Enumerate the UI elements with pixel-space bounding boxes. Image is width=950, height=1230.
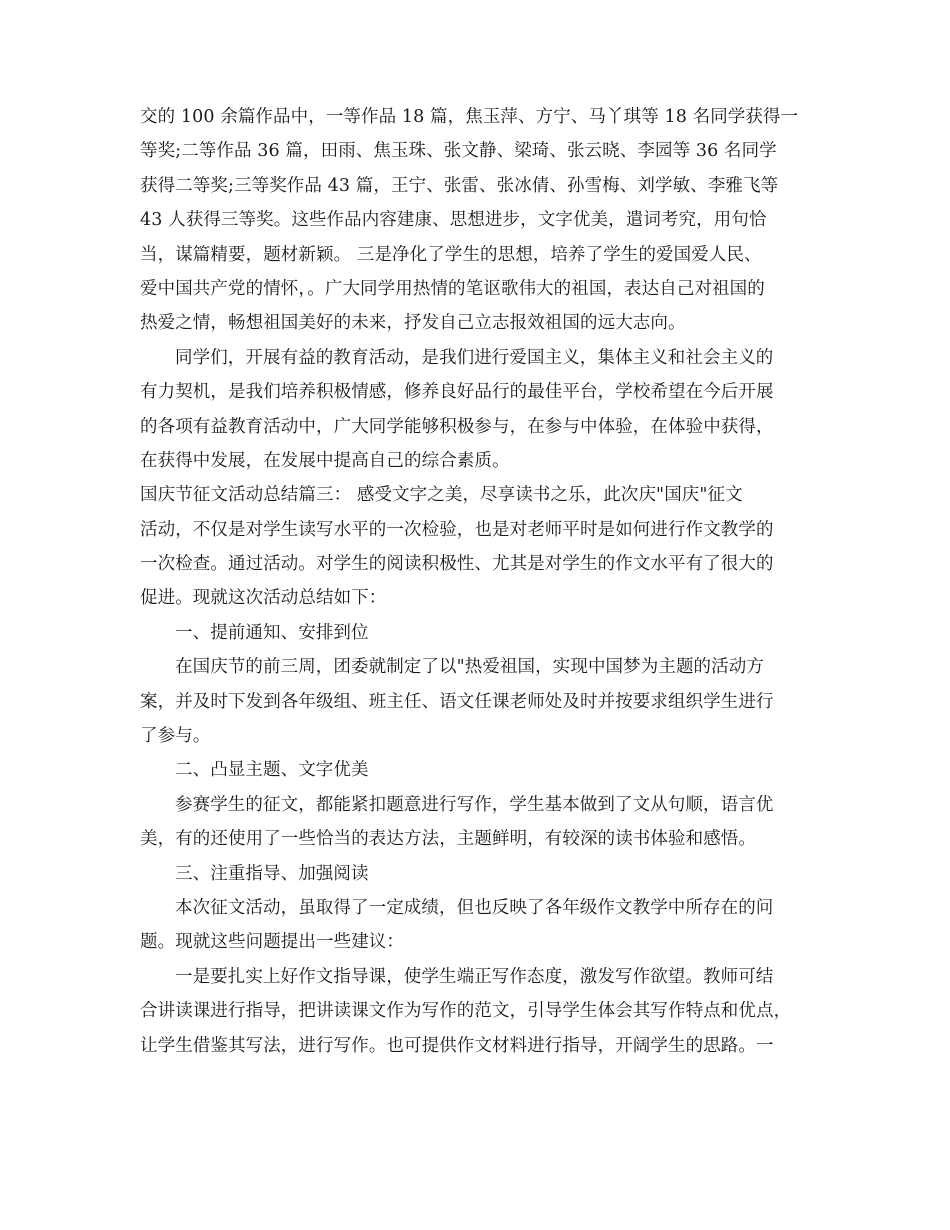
text-line: 热爱之情，畅想祖国美好的未来，抒发自己立志报效祖国的远大志向。 [140, 313, 686, 334]
text-line: 的各项有益教育活动中，广大同学能够积极参与，在参与中体验，在体验中获得， [140, 416, 774, 437]
text-line: 等奖;二等作品 36 篇，田雨、焦玉珠、张文静、梁琦、张云晓、李园等 36 名同学 [140, 141, 777, 162]
text-line: 本次征文活动，虽取得了一定成绩，但也反映了各年级作文教学中所存在的问 [175, 897, 774, 918]
text-line: 一、提前通知、安排到位 [175, 622, 369, 643]
text-line: 在获得中发展，在发展中提高自己的综合素质。 [140, 450, 510, 471]
text-line: 同学们，开展有益的教育活动，是我们进行爱国主义，集体主义和社会主义的 [175, 347, 774, 368]
text-line: 促进。现就这次活动总结如下： [140, 588, 387, 609]
text-line: 二、凸显主题、文字优美 [175, 760, 369, 781]
text-line: 在国庆节的前三周，团委就制定了以"热爱祖国，实现中国梦为主题的活动方 [175, 657, 764, 678]
text-line: 43 人获得三等奖。这些作品内容建康、思想进步，文字优美，遣词考究，用句恰 [140, 210, 767, 231]
text-line: 交的 100 余篇作品中，一等作品 18 篇，焦玉萍、方宁、马丫琪等 18 名同学获得一 [140, 107, 799, 127]
text-line: 参赛学生的征文，都能紧扣题意进行写作，学生基本做到了文从句顺，语言优 [175, 794, 774, 815]
text-line: 合讲读课进行指导，把讲读课文作为写作的范文，引导学生体会其写作特点和优点， [140, 1001, 792, 1022]
text-line: 美，有的还使用了一些恰当的表达方法，主题鲜明，有较深的读书体验和感悟。 [140, 829, 756, 850]
text-line: 三、注重指导、加强阅读 [175, 863, 369, 884]
text-line: 国庆节征文活动总结篇三： 感受文字之美，尽享读书之乐，此次庆"国庆"征文 [140, 485, 743, 506]
text-line: 一是要扎实上好作文指导课，使学生端正写作态度，激发写作欲望。教师可结 [175, 966, 774, 987]
text-line: 当，谋篇精要，题材新颖。 三是净化了学生的思想，培养了学生的爱国爱人民、 [140, 244, 762, 265]
text-line: 获得二等奖;三等奖作品 43 篇，王宁、张雷、张冰倩、孙雪梅、刘学敏、李雅飞等 [140, 175, 779, 196]
text-line: 了参与。 [140, 726, 211, 747]
text-line: 一次检查。通过活动。对学生的阅读积极性、尤其是对学生的作文水平有了很大的 [140, 554, 774, 575]
text-line: 活动，不仅是对学生读写水平的一次检验，也是对老师平时是如何进行作文教学的 [140, 519, 774, 540]
text-line: 爱中国共产党的情怀，。广大同学用热情的笔讴歌伟大的祖国，表达自己对祖国的 [140, 278, 765, 299]
text-line: 有力契机，是我们培养积极情感，修养良好品行的最佳平台，学校希望在今后开展 [140, 382, 774, 403]
text-line: 题。现就这些问题提出一些建议： [140, 932, 404, 953]
text-line: 案，并及时下发到各年级组、班主任、语文任课老师处及时并按要求组织学生进行 [140, 691, 774, 712]
text-line: 让学生借鉴其写法，进行写作。也可提供作文材料进行指导，开阔学生的思路。一 [140, 1035, 774, 1056]
document-page [140, 100, 820, 1063]
